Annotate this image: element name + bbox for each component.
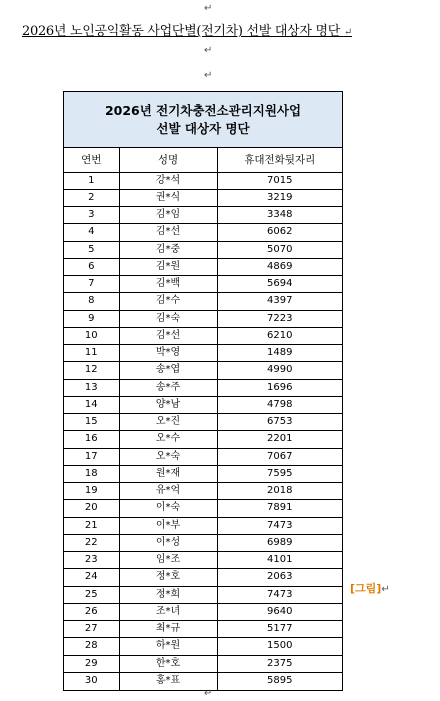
cell-name: 강*석 (119, 172, 217, 189)
cell-number: 26 (64, 603, 119, 620)
cell-phone: 4869 (217, 258, 342, 275)
cell-number: 8 (64, 293, 119, 310)
selection-table (63, 91, 343, 691)
cell-number: 10 (64, 327, 119, 344)
table-row (64, 448, 342, 465)
cell-name: 권*식 (119, 189, 217, 206)
cell-phone: 4397 (217, 293, 342, 310)
cell-phone: 6753 (217, 414, 342, 431)
table-row (64, 310, 342, 327)
cell-phone: 4101 (217, 552, 342, 569)
cell-name: 원*재 (119, 465, 217, 482)
cell-number: 21 (64, 517, 119, 534)
cell-number: 11 (64, 345, 119, 362)
cell-name: 김*숙 (119, 310, 217, 327)
table-title-line2: 선발 대상자 명단 (156, 120, 250, 136)
cell-phone: 3348 (217, 207, 342, 224)
cell-number: 30 (64, 672, 119, 689)
cell-phone: 7473 (217, 517, 342, 534)
paragraph-mark: ↵ (204, 70, 213, 81)
cell-number: 13 (64, 379, 119, 396)
cell-number: 20 (64, 500, 119, 517)
figure-label (350, 580, 390, 596)
cell-phone: 6210 (217, 327, 342, 344)
cell-name: 이*부 (119, 517, 217, 534)
roster-table (64, 148, 342, 690)
cell-phone: 5694 (217, 276, 342, 293)
cell-name: 김*선 (119, 327, 217, 344)
cell-number: 7 (64, 276, 119, 293)
table-row (64, 258, 342, 275)
cell-phone: 1500 (217, 638, 342, 655)
cell-phone: 1489 (217, 345, 342, 362)
cell-phone: 7473 (217, 586, 342, 603)
cell-phone: 5070 (217, 241, 342, 258)
table-row (64, 362, 342, 379)
cell-number: 17 (64, 448, 119, 465)
cell-name: 이*숙 (119, 500, 217, 517)
cell-name: 정*호 (119, 569, 217, 586)
table-row (64, 483, 342, 500)
cell-phone: 2063 (217, 569, 342, 586)
cell-phone: 2201 (217, 431, 342, 448)
document-title (22, 20, 402, 39)
cell-phone: 6062 (217, 224, 342, 241)
table-row (64, 293, 342, 310)
cell-name: 양*남 (119, 396, 217, 413)
cell-number: 5 (64, 241, 119, 258)
table-body (64, 172, 342, 690)
table-row (64, 534, 342, 551)
cell-number: 25 (64, 586, 119, 603)
table-row (64, 431, 342, 448)
cell-name: 오*진 (119, 414, 217, 431)
cell-phone: 2375 (217, 655, 342, 672)
cell-name: 김*원 (119, 258, 217, 275)
cell-name: 송*엽 (119, 362, 217, 379)
cell-number: 16 (64, 431, 119, 448)
cell-phone: 6989 (217, 534, 342, 551)
cell-name: 박*영 (119, 345, 217, 362)
cell-phone: 5895 (267, 675, 293, 687)
cell-phone: 9640 (217, 603, 342, 620)
cell-number: 4 (64, 224, 119, 241)
cell-number: 12 (64, 362, 119, 379)
cell-name: 조*녀 (119, 603, 217, 620)
table-row (64, 552, 342, 569)
header-number: 연번 (64, 148, 119, 172)
cell-name: 한*호 (119, 655, 217, 672)
table-row (64, 396, 342, 413)
cell-number: 9 (64, 310, 119, 327)
cell-name: 김*수 (119, 293, 217, 310)
cell-name: 임*조 (119, 552, 217, 569)
document-title-text: 2026년 노인공익활동 사업단별(전기차) 선발 대상자 명단 (22, 24, 341, 39)
cell-name: 오*숙 (119, 448, 217, 465)
table-row (64, 327, 342, 344)
paragraph-mark: ↵ (343, 27, 352, 38)
cell-phone: 4798 (217, 396, 342, 413)
cell-name: 김*백 (119, 276, 217, 293)
paragraph-mark: ↵ (381, 584, 390, 595)
cell-phone: 1696 (217, 379, 342, 396)
table-row (64, 224, 342, 241)
cell-name: 김*선 (119, 224, 217, 241)
table-row (64, 465, 342, 482)
table-row (64, 207, 342, 224)
table-row (64, 241, 342, 258)
cell-phone: 3219 (217, 189, 342, 206)
cell-number: 22 (64, 534, 119, 551)
cell-number: 27 (64, 621, 119, 638)
cell-name: 김*임 (119, 207, 217, 224)
cell-name: 이*성 (119, 534, 217, 551)
cell-number: 14 (64, 396, 119, 413)
cell-name: 유*억 (119, 483, 217, 500)
table-row (64, 672, 342, 689)
cell-number: 3 (64, 207, 119, 224)
table-row (64, 603, 342, 620)
cell-name: 김*중 (119, 241, 217, 258)
cell-phone: 2018 (217, 483, 342, 500)
cell-phone: 7067 (217, 448, 342, 465)
table-row (64, 414, 342, 431)
header-phone: 휴대전화뒷자리 (217, 148, 342, 172)
table-row (64, 517, 342, 534)
cell-phone: 7015 (217, 172, 342, 189)
table-row (64, 276, 342, 293)
cell-number: 19 (64, 483, 119, 500)
header-name: 성명 (119, 148, 217, 172)
cell-phone: 7891 (217, 500, 342, 517)
table-row (64, 655, 342, 672)
cell-name: 송*주 (119, 379, 217, 396)
figure-label-text: [그림] (350, 582, 382, 595)
table-header-row (64, 148, 342, 172)
table-row (64, 172, 342, 189)
table-row (64, 569, 342, 586)
cell-phone: 4990 (217, 362, 342, 379)
cell-phone: 7223 (217, 310, 342, 327)
table-row (64, 638, 342, 655)
table-row (64, 586, 342, 603)
cell-name: 최*규 (119, 621, 217, 638)
cell-phone: 5177 (217, 621, 342, 638)
paragraph-mark: ↵ (204, 688, 213, 699)
cell-number: 15 (64, 414, 119, 431)
cell-name: 오*수 (119, 431, 217, 448)
cell-number: 1 (64, 172, 119, 189)
paragraph-mark: ↵ (204, 3, 213, 14)
cell-name: 홍*표 (119, 672, 217, 689)
cell-name: 하*원 (119, 638, 217, 655)
paragraph-mark: ↵ (204, 45, 213, 56)
table-row (64, 189, 342, 206)
cell-number: 2 (64, 189, 119, 206)
table-row (64, 500, 342, 517)
cell-number: 29 (64, 655, 119, 672)
table-title (64, 92, 342, 148)
table-row (64, 345, 342, 362)
table-row (64, 379, 342, 396)
table-row (64, 621, 342, 638)
cell-number: 28 (64, 638, 119, 655)
cell-name: 정*희 (119, 586, 217, 603)
cell-number: 18 (64, 465, 119, 482)
table-title-line1: 2026년 전기차충전소관리지원사업 (104, 102, 302, 118)
cell-number: 6 (64, 258, 119, 275)
cell-number: 23 (64, 552, 119, 569)
cell-number: 24 (64, 569, 119, 586)
cell-phone: 7595 (217, 465, 342, 482)
